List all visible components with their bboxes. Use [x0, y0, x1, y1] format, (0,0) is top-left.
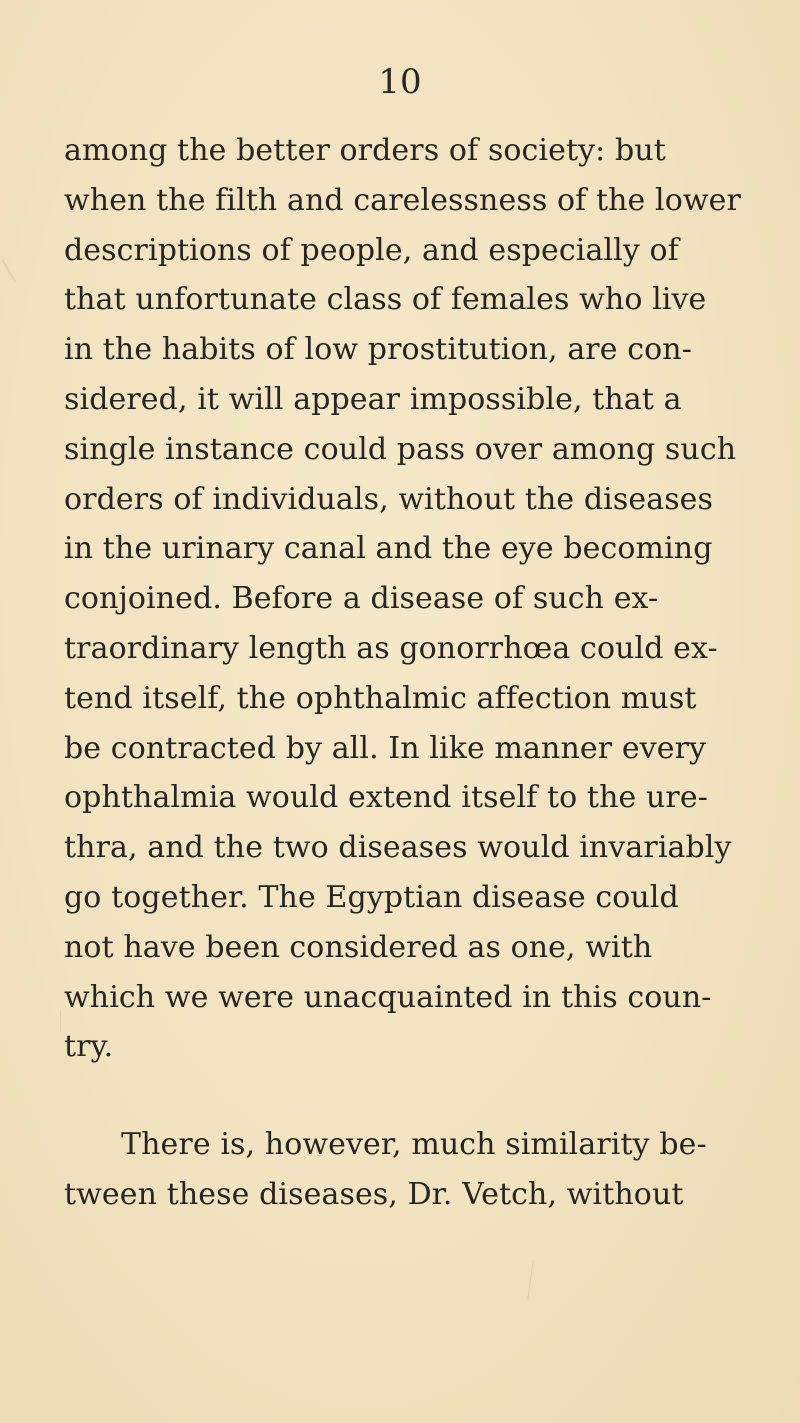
- paper-mark: [2, 259, 17, 283]
- text-line: not have been considered as one, with: [64, 929, 653, 965]
- paper-mark: [527, 1260, 534, 1300]
- text-line: single instance could pass over among such: [64, 431, 737, 467]
- text-line: orders of individuals, without the diseases: [64, 481, 714, 517]
- text-line: There is, however, much similarity be-: [121, 1127, 707, 1163]
- text-line: when the filth and carelessness of the lower: [64, 182, 741, 218]
- text-line: tween these diseases, Dr. Vetch, without: [64, 1176, 684, 1212]
- text-line: sidered, it will appear impossible, that a: [64, 381, 682, 417]
- text-line: descriptions of people, and especially of: [64, 232, 679, 268]
- text-line: try.: [64, 1029, 114, 1065]
- text-line: traordinary length as gonorrhœa could ex-: [64, 630, 718, 666]
- text-line: which we were unacquainted in this coun-: [64, 979, 712, 1015]
- text-line: be contracted by all. In like manner every: [64, 730, 707, 766]
- text-line: go together. The Egyptian disease could: [64, 879, 679, 915]
- text-line: ophthalmia would extend itself to the ure-: [64, 780, 708, 816]
- text-line: in the urinary canal and the eye becoming: [64, 531, 713, 567]
- text-line: in the habits of low prostitution, are con-: [64, 332, 692, 368]
- text-line: tend itself, the ophthalmic affection must: [64, 680, 697, 716]
- text-line: that unfortunate class of females who live: [64, 282, 707, 318]
- text-line: thra, and the two diseases would invariably: [64, 830, 732, 866]
- text-line: conjoined. Before a disease of such ex-: [64, 581, 659, 617]
- paragraph-gap: [64, 1072, 764, 1120]
- body-text: [64, 126, 764, 1220]
- text-line: among the better orders of society: but: [64, 133, 666, 168]
- page-number: 10: [378, 62, 422, 102]
- paper-mark: [60, 1010, 61, 1032]
